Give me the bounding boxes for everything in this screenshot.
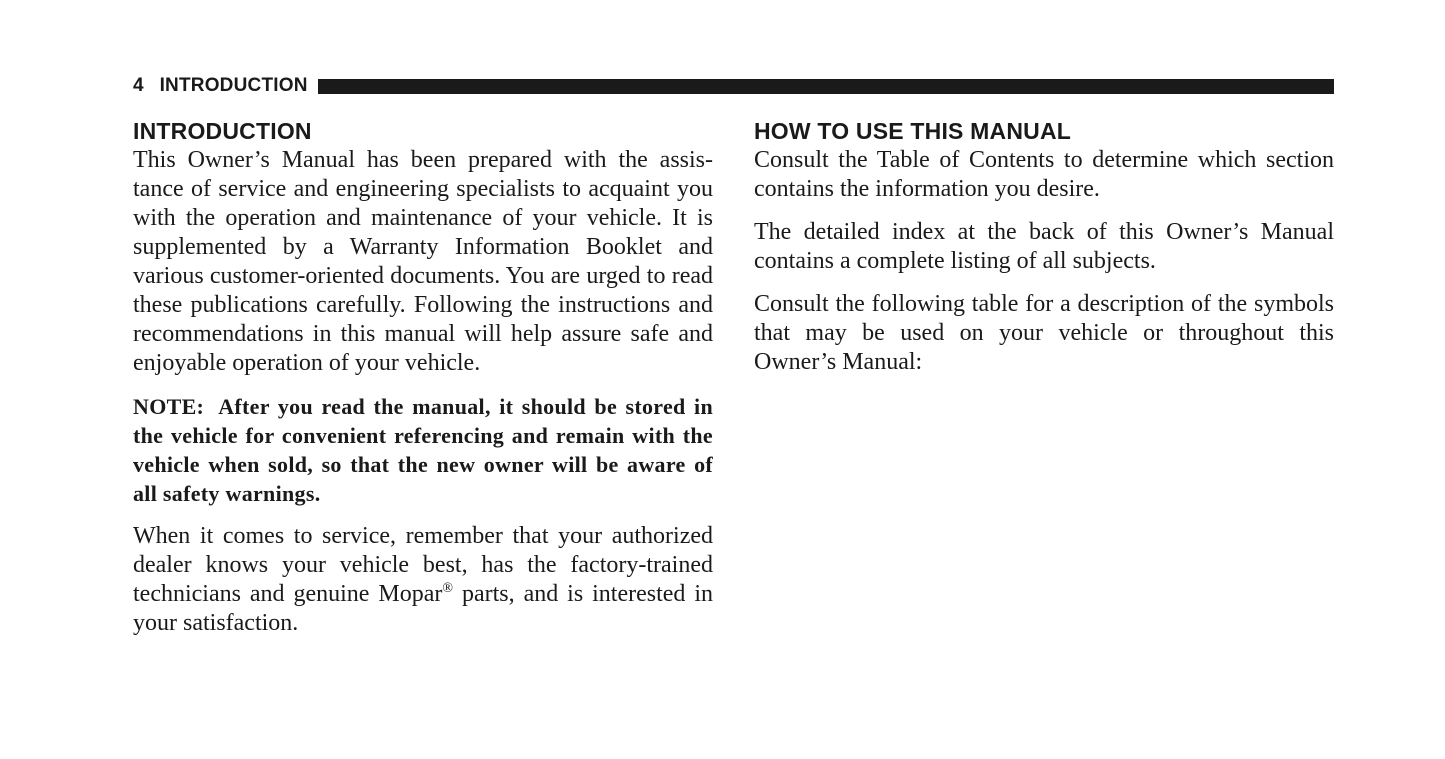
left-column: [133, 117, 713, 652]
service-paragraph: [133, 522, 713, 638]
note-paragraph: [133, 392, 713, 508]
introduction-heading: INTRODUCTION: [133, 118, 312, 144]
introduction-paragraph: This Owner’s Manual has been prepared with the assis-tance of service and engineering specialists to acquaint you with the operation and maintenance of your vehicle. It is supplemented by a Warranty Information Booklet and various customer-oriented documents. You are urged to read these publications carefully. Following the instructions and recommendations in this manual will help assure safe and enjoyable operation of your vehicle.: [133, 147, 713, 376]
note-text: After you read the manual, it should be stored in the vehicle for convenient referencing and remain with the vehicle when sold, so that the new owner will be aware of all safety warnings.: [133, 394, 713, 506]
note-label: NOTE:: [133, 394, 205, 419]
index-paragraph: The detailed index at the back of this Owner’s Manual contains a complete listing of all subjects.: [754, 219, 1334, 274]
service-text-end: parts, and is interested in your satisfaction.: [133, 581, 714, 636]
page-number: 4: [133, 75, 144, 96]
table-of-contents-paragraph: Consult the Table of Contents to determine which section contains the information you desire.: [754, 147, 1334, 202]
section-name: INTRODUCTION: [159, 75, 308, 96]
how-to-use-heading: HOW TO USE THIS MANUAL: [754, 118, 1072, 144]
header-rule: [318, 79, 1334, 94]
symbols-paragraph: Consult the following table for a description of the symbols that may be used on your vehicle or throughout this Owner’s Manual:: [754, 291, 1334, 375]
service-text-start: When it comes to service, remember that your authorized dealer knows your vehicle best, has the factory-trained technicians and genuine Mopar: [133, 523, 713, 607]
registered-mark: ®: [442, 581, 454, 596]
right-column: [754, 117, 1334, 391]
running-header: [133, 74, 1334, 98]
